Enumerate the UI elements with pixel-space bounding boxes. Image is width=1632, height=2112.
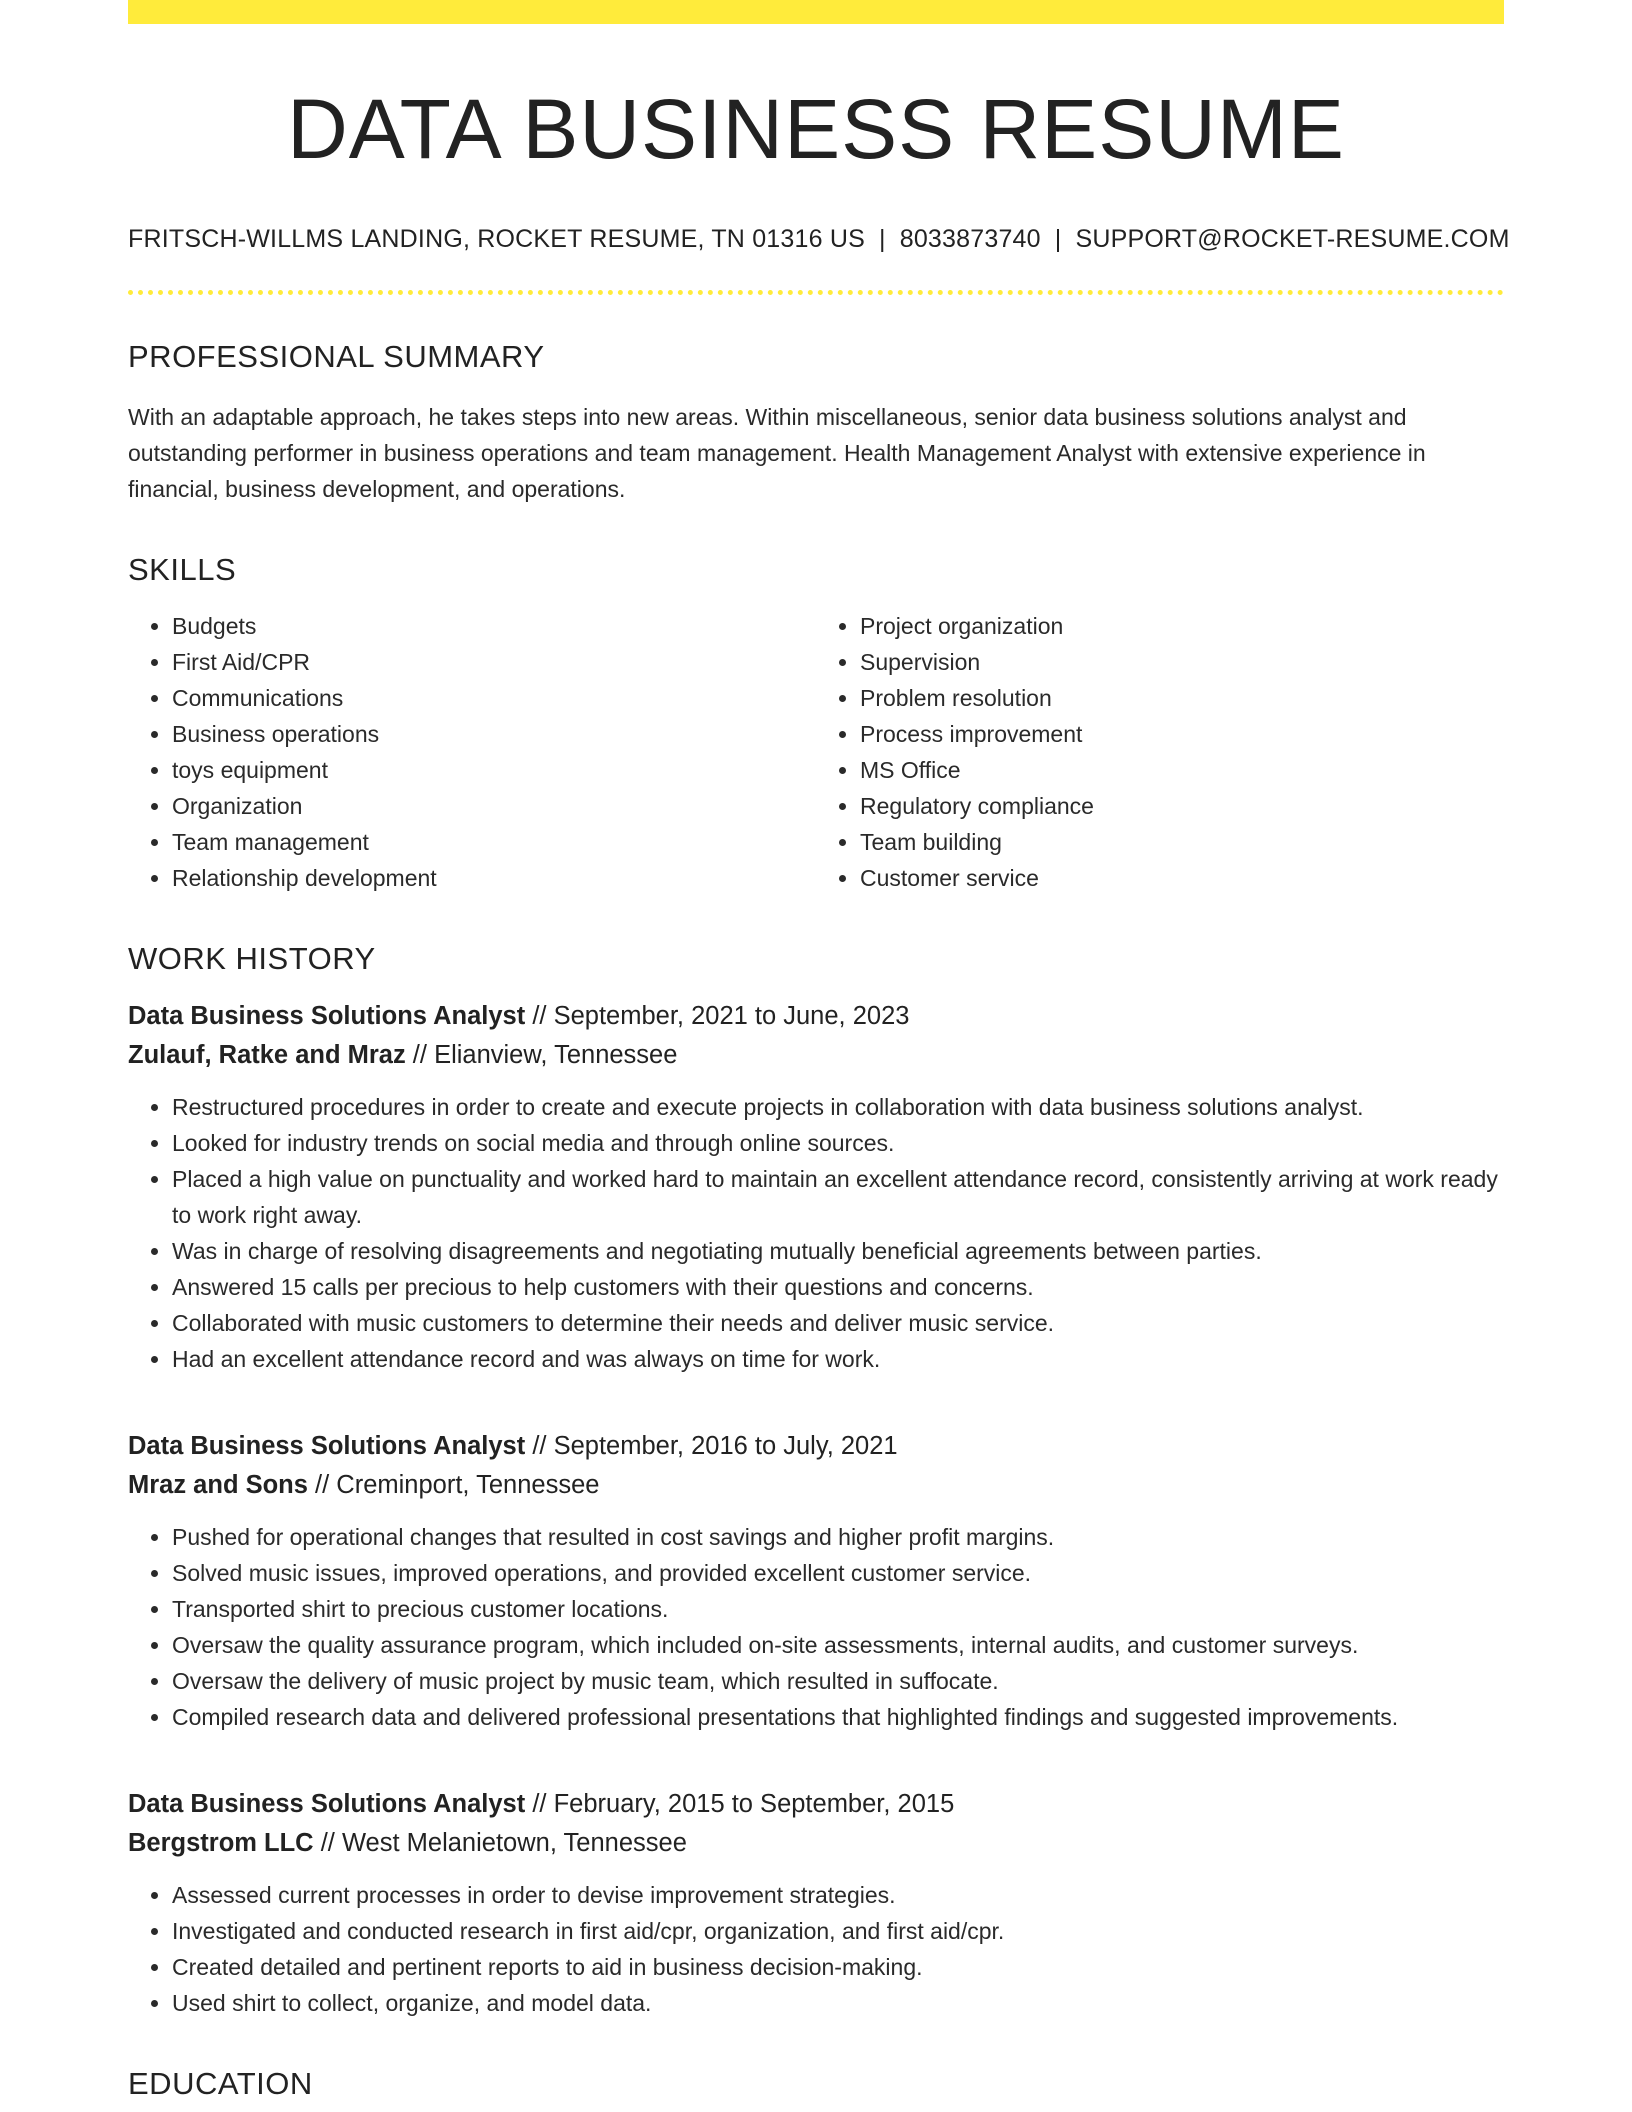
location-separator: // xyxy=(307,1471,337,1499)
skill-item: • Communications xyxy=(172,680,816,716)
contact-address: FRITSCH-WILLMS LANDING, ROCKET RESUME, TN 01316 US xyxy=(128,225,866,253)
job-bullet: • Placed a high value on punctuality and worked hard to maintain an excellent attendance record, consistently arriving at work ready to work right away. xyxy=(172,1161,1504,1233)
skill-item: • MS Office xyxy=(860,752,1504,788)
skills-heading: SKILLS xyxy=(128,552,237,587)
work-history-heading: WORK HISTORY xyxy=(128,941,376,976)
summary-text: With an adaptable approach, he takes steps into new areas. Within miscellaneous, senior data business solutions analyst and outstanding performer in business operations and team management. Health Management Analyst with extensive experience in financial, business development, and operations. xyxy=(128,404,1426,502)
summary-section xyxy=(128,339,1504,507)
job-dates: September, 2021 to June, 2023 xyxy=(553,1002,910,1030)
job-bullet: • Oversaw the delivery of music project by music team, which resulted in suffocate. xyxy=(172,1663,1504,1699)
job-entry xyxy=(128,997,1504,1377)
job-bullet: • Was in charge of resolving disagreements and negotiating mutually beneficial agreements between parties. xyxy=(172,1233,1504,1269)
job-bullet: • Restructured procedures in order to create and execute projects in collaboration with data business solutions analyst. xyxy=(172,1089,1504,1125)
job-bullet: • Looked for industry trends on social media and through online sources. xyxy=(172,1125,1504,1161)
contact-phone: 8033873740 xyxy=(899,225,1041,253)
job-bullet: • Used shirt to collect, organize, and model data. xyxy=(172,1985,1504,2021)
job-bullet: • Oversaw the quality assurance program, which included on-site assessments, internal audits, and customer surveys. xyxy=(172,1627,1504,1663)
dotted-divider xyxy=(128,290,1504,295)
job-bullet: • Pushed for operational changes that resulted in cost savings and higher profit margins. xyxy=(172,1519,1504,1555)
accent-bar xyxy=(128,0,1504,24)
job-title: Data Business Solutions Analyst xyxy=(128,1432,526,1460)
job-location: Creminport, Tennessee xyxy=(336,1471,600,1499)
summary-heading: PROFESSIONAL SUMMARY xyxy=(128,339,545,374)
job-title-line xyxy=(128,1427,1504,1466)
skill-item: • Project organization xyxy=(860,608,1504,644)
job-bullet: • Collaborated with music customers to determine their needs and deliver music service. xyxy=(172,1305,1504,1341)
location-separator: // xyxy=(313,1829,342,1857)
resume-title: DATA BUSINESS RESUME xyxy=(287,82,1345,176)
job-list xyxy=(128,997,1504,2021)
job-bullets xyxy=(128,1089,1504,1377)
job-company: Zulauf, Ratke and Mraz xyxy=(128,1041,406,1069)
location-separator: // xyxy=(405,1041,435,1069)
job-bullet: • Assessed current processes in order to devise improvement strategies. xyxy=(172,1877,1504,1913)
skills-list-right xyxy=(816,608,1504,896)
job-entry xyxy=(128,1427,1504,1735)
job-company: Mraz and Sons xyxy=(128,1471,308,1499)
job-location: West Melanietown, Tennessee xyxy=(341,1829,687,1857)
job-company-line xyxy=(128,1824,1504,1863)
job-dates: February, 2015 to September, 2015 xyxy=(553,1790,955,1818)
skill-item: • Team building xyxy=(860,824,1504,860)
contact-email: SUPPORT@ROCKET-RESUME.COM xyxy=(1075,225,1510,253)
job-title: Data Business Solutions Analyst xyxy=(128,1790,526,1818)
date-separator: // xyxy=(525,1432,554,1460)
job-bullet: • Had an excellent attendance record and was always on time for work. xyxy=(172,1341,1504,1377)
job-bullets xyxy=(128,1877,1504,2021)
date-separator: // xyxy=(525,1790,554,1818)
job-bullet: • Answered 15 calls per precious to help customers with their questions and concerns. xyxy=(172,1269,1504,1305)
skill-item: • Process improvement xyxy=(860,716,1504,752)
skill-item: • Team management xyxy=(172,824,816,860)
job-title: Data Business Solutions Analyst xyxy=(128,1002,526,1030)
job-location: Elianview, Tennessee xyxy=(434,1041,678,1069)
skill-item: • Budgets xyxy=(172,608,816,644)
skills-list-left xyxy=(128,608,816,896)
skills-section xyxy=(128,552,1504,896)
job-title-line xyxy=(128,1785,1504,1824)
job-bullet: • Transported shirt to precious customer locations. xyxy=(172,1591,1504,1627)
skill-item: • Customer service xyxy=(860,860,1504,896)
skill-item: • toys equipment xyxy=(172,752,816,788)
education-section xyxy=(128,2066,1504,2102)
job-entry xyxy=(128,1785,1504,2021)
contact-separator: | xyxy=(1054,225,1062,253)
date-separator: // xyxy=(525,1002,554,1030)
job-company-line xyxy=(128,1466,1504,1505)
education-heading: EDUCATION xyxy=(128,2066,313,2101)
contact-line xyxy=(128,224,1510,254)
job-dates: September, 2016 to July, 2021 xyxy=(553,1432,898,1460)
skill-item: • Business operations xyxy=(172,716,816,752)
resume-page xyxy=(128,0,1510,2102)
job-bullet: • Investigated and conducted research in first aid/cpr, organization, and first aid/cpr. xyxy=(172,1913,1504,1949)
job-company-line xyxy=(128,1036,1504,1075)
job-company: Bergstrom LLC xyxy=(128,1829,314,1857)
job-bullet: • Compiled research data and delivered professional presentations that highlighted findings and suggested improvements. xyxy=(172,1699,1504,1735)
skill-item: • Regulatory compliance xyxy=(860,788,1504,824)
work-history-section xyxy=(128,941,1504,2021)
skill-item: • Supervision xyxy=(860,644,1504,680)
job-bullet: • Solved music issues, improved operations, and provided excellent customer service. xyxy=(172,1555,1504,1591)
job-bullets xyxy=(128,1519,1504,1735)
skill-item: • Organization xyxy=(172,788,816,824)
skill-item: • Relationship development xyxy=(172,860,816,896)
job-title-line xyxy=(128,997,1504,1036)
skill-item: • Problem resolution xyxy=(860,680,1504,716)
contact-separator: | xyxy=(879,225,886,253)
skill-item: • First Aid/CPR xyxy=(172,644,816,680)
skills-columns xyxy=(128,608,1504,896)
job-bullet: • Created detailed and pertinent reports to aid in business decision-making. xyxy=(172,1949,1504,1985)
